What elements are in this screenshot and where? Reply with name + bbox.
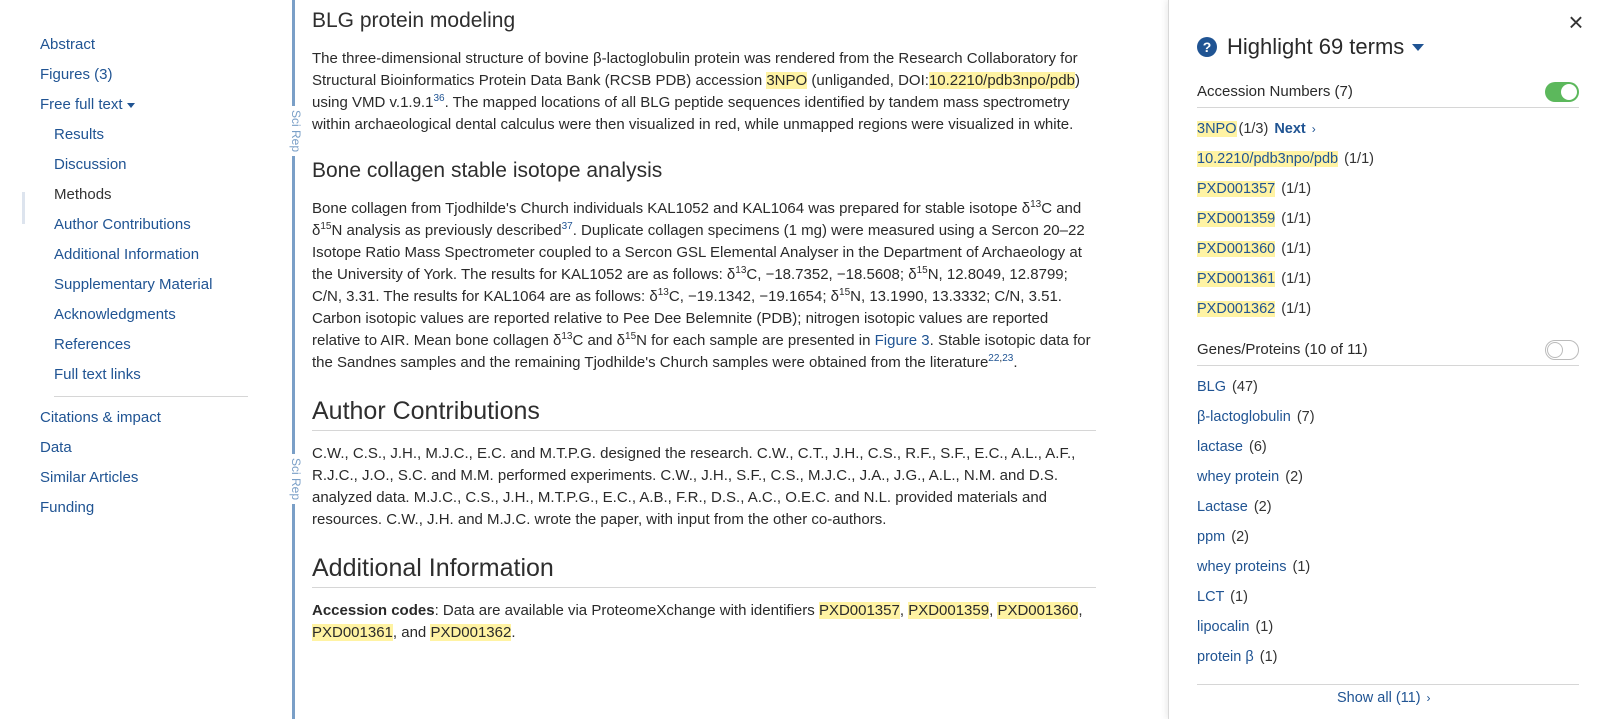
term-item[interactable] xyxy=(1197,234,1579,264)
term-item[interactable] xyxy=(1197,294,1579,324)
term-item[interactable] xyxy=(1197,522,1579,552)
show-all-link[interactable]: Show all (11) › xyxy=(1337,690,1431,706)
term-name[interactable]: BLG xyxy=(1197,379,1227,395)
section-heading-additional-information: Additional Information xyxy=(312,551,1096,588)
accession-toggle[interactable] xyxy=(1545,82,1579,102)
term-name[interactable]: whey proteins xyxy=(1197,559,1287,575)
term-item[interactable] xyxy=(1197,432,1579,462)
term-count: (1/1) xyxy=(1344,151,1374,167)
term-count: (2) xyxy=(1285,469,1303,485)
term-item[interactable] xyxy=(1197,204,1579,234)
section-heading-author-contributions: Author Contributions xyxy=(312,394,1096,431)
chevron-right-icon: › xyxy=(1311,122,1316,136)
highlight-pxd001360: PXD001360 xyxy=(997,602,1079,619)
next-link[interactable]: Next xyxy=(1274,121,1306,137)
panel-header[interactable] xyxy=(1197,32,1424,62)
term-count: (2) xyxy=(1253,499,1272,515)
term-count: (7) xyxy=(1296,409,1315,425)
nav-divider xyxy=(54,396,248,397)
term-name[interactable]: lipocalin xyxy=(1197,619,1250,635)
paragraph-author-contributions: C.W., C.S., J.H., M.J.C., E.C. and M.T.P.G. designed the research. C.W., C.T., J.H., C.S., R.F., S.F., E.C., A.L., A.F., R.J.C., J.O., S.C. and M.M. performed experiments. C.W., J.H., S.F., C.S., M.J.C., J.A., J.G., A.L., N.M. and D.S. analyzed data. M.J.C., C.S., J.H., M.T.P.G., E.C., A.B., F.R., D.S., A.C., O.E.C. and N.L. provided materials and resources. C.W., J.H. and M.J.C. wrote the paper, with input from the other co-authors. xyxy=(312,445,1076,528)
term-name[interactable]: whey protein xyxy=(1197,469,1280,485)
nav-funding[interactable]: Funding xyxy=(40,499,95,516)
term-count: (1/1) xyxy=(1281,301,1312,317)
journal-tag: Sci Rep xyxy=(283,106,303,156)
term-item[interactable] xyxy=(1197,462,1579,492)
caret-down-icon xyxy=(127,103,135,108)
term-item[interactable] xyxy=(1197,642,1579,672)
term-name[interactable]: β-lactoglobulin xyxy=(1197,409,1291,425)
term-name[interactable]: 3NPO xyxy=(1197,121,1237,137)
group-title: Genes/Proteins (10 of 11) xyxy=(1197,341,1368,358)
nav-acknowledgments[interactable]: Acknowledgments xyxy=(54,306,176,323)
group-title: Accession Numbers (7) xyxy=(1197,83,1353,100)
panel-title: Highlight 69 terms xyxy=(1227,34,1405,59)
term-name[interactable]: lactase xyxy=(1197,439,1243,455)
term-count: (1) xyxy=(1255,619,1274,635)
help-icon[interactable]: ? xyxy=(1197,37,1217,57)
term-name[interactable]: Lactase xyxy=(1197,499,1248,515)
highlight-pxd001362: PXD001362 xyxy=(430,624,512,641)
highlight-pxd001361: PXD001361 xyxy=(312,624,393,641)
term-item[interactable] xyxy=(1197,492,1579,522)
term-count: (1/1) xyxy=(1281,211,1312,227)
highlight-doi: 10.2210/pdb3npo/pdb xyxy=(928,72,1075,89)
nav-results[interactable]: Results xyxy=(54,126,105,143)
divider xyxy=(1197,684,1579,685)
close-icon[interactable]: × xyxy=(1568,7,1584,37)
nav-supplementary-material[interactable]: Supplementary Material xyxy=(54,276,213,293)
term-item[interactable] xyxy=(1197,552,1579,582)
paragraph-blg: The three-dimensional structure of bovine β-lactoglobulin protein was rendered from the Research Collaboratory for Structural Bioinformatics Protein Data Bank (RCSB PDB) accession 3NPO (unliganded, DOI:10.2210/pdb3npo/pdb) using VMD v.1.9.1$^{36}$. The mapped locations of all BLG peptide sequences identified by tandem mass spectrometry within archaeological dental calculus were then visualized in red, while unmapped regions were visualized in white. xyxy=(312,50,1080,133)
term-item[interactable] xyxy=(1197,174,1579,204)
highlight-3npo: 3NPO xyxy=(766,72,808,89)
term-count: (1/1) xyxy=(1281,271,1312,287)
ref-23[interactable]: 23 xyxy=(1002,353,1014,364)
term-count: (1) xyxy=(1259,649,1278,665)
term-item[interactable] xyxy=(1197,402,1579,432)
term-count: (6) xyxy=(1248,439,1267,455)
nav-similar-articles[interactable]: Similar Articles xyxy=(40,469,139,486)
term-count: (1) xyxy=(1230,589,1248,605)
term-count: (2) xyxy=(1231,529,1249,545)
term-name[interactable]: LCT xyxy=(1197,589,1225,605)
term-name[interactable]: PXD001362 xyxy=(1197,301,1276,317)
term-item[interactable] xyxy=(1197,264,1579,294)
term-count: (1/1) xyxy=(1281,181,1312,197)
term-name[interactable]: PXD001359 xyxy=(1197,211,1276,227)
term-count: (1) xyxy=(1292,559,1311,575)
caret-down-icon[interactable] xyxy=(1412,44,1424,51)
section-heading-bone-collagen: Bone collagen stable isotope analysis xyxy=(312,159,663,182)
journal-tag: Sci Rep xyxy=(283,454,303,504)
term-item[interactable] xyxy=(1197,612,1579,642)
term-item[interactable] xyxy=(1197,114,1579,144)
paragraph-accession-codes: Accession codes: Data are available via ProteomeXchange with identifiers PXD001357, PXD001359, PXD001360, PXD001361, and PXD001362. xyxy=(312,602,1083,641)
term-name[interactable]: 10.2210/pdb3npo/pdb xyxy=(1197,151,1339,167)
ref-22[interactable]: 22 xyxy=(988,353,1000,364)
nav-full-text-links[interactable]: Full text links xyxy=(54,366,141,383)
genes-proteins-group xyxy=(1197,334,1579,672)
figure-3-link[interactable]: Figure 3 xyxy=(874,332,930,349)
section-heading-blg: BLG protein modeling xyxy=(312,9,516,32)
accession-numbers-group xyxy=(1197,76,1579,324)
term-count: (1/3) xyxy=(1238,121,1269,137)
highlight-pxd001357: PXD001357 xyxy=(818,602,900,619)
nav-abstract[interactable]: Abstract xyxy=(40,36,96,53)
article-body xyxy=(312,6,1096,664)
nav-discussion[interactable]: Discussion xyxy=(54,156,127,173)
highlight-terms-panel xyxy=(1168,0,1600,719)
nav-references[interactable]: References xyxy=(54,336,131,353)
genes-toggle[interactable] xyxy=(1545,340,1579,360)
active-section-marker xyxy=(22,192,25,224)
term-name[interactable]: PXD001361 xyxy=(1197,271,1276,287)
term-name[interactable]: PXD001360 xyxy=(1197,241,1276,257)
term-name[interactable]: PXD001357 xyxy=(1197,181,1276,197)
nav-free-full-text[interactable] xyxy=(40,94,250,124)
term-count: (47) xyxy=(1232,379,1258,395)
nav-author-contributions[interactable]: Author Contributions xyxy=(54,216,191,233)
nav-free-full-text-label: Free full text xyxy=(40,96,123,113)
term-count: (1/1) xyxy=(1281,241,1312,257)
highlight-pxd001359: PXD001359 xyxy=(908,602,990,619)
nav-citations-impact[interactable]: Citations & impact xyxy=(40,409,161,426)
nav-figures[interactable]: Figures (3) xyxy=(40,66,113,83)
nav-data[interactable]: Data xyxy=(40,439,72,456)
ref-37[interactable]: 37 xyxy=(561,221,573,232)
nav-additional-information[interactable]: Additional Information xyxy=(54,246,200,263)
term-item[interactable] xyxy=(1197,582,1579,612)
nav-methods[interactable]: Methods xyxy=(54,186,112,203)
article-outline-nav xyxy=(40,34,250,527)
term-item[interactable] xyxy=(1197,372,1579,402)
chevron-right-icon: › xyxy=(1426,691,1431,705)
term-item[interactable] xyxy=(1197,144,1579,174)
ref-36[interactable]: 36 xyxy=(433,93,445,104)
paragraph-bone-collagen: Bone collagen from Tjodhilde's Church individuals KAL1052 and KAL1064 was prepared for stable isotope $\delta^{13}C$ and $\delta^{15}N$ analysis as previously described$^{37}$. Duplicate collagen specimens (1 mg) were measured using a Sercon 20–22 Isotope Ratio Mass Spectrometer coupled to a Sercon GSL Elemental Analyser in the Department of Archaeology at the University of York. The results for KAL1052 are as follows: $\delta^{13}C$, −18.7352, −18.5608; $\delta^{15}N$, 12.8049, 12.8799; C/N, 3.31. The results for KAL1064 are as follows: $\delta^{13}C$, −19.1342, −19.1654; $\delta^{15}N$, 13.1990, 13.3332; C/N, 3.51. Carbon isotopic values are reported relative to Pee Dee Belemnite (PDB); nitrogen isotopic values are reported relative to AIR. Mean bone collagen $\delta^{13}C$ and $\delta^{15}N$ for each sample are presented in Figure 3. Stable isotopic data for the Sandnes samples and the remaining Tjodhilde's Church samples were obtained from the literature$^{22,23}$. xyxy=(312,199,1091,371)
term-name[interactable]: protein β xyxy=(1197,649,1254,665)
term-name[interactable]: ppm xyxy=(1197,529,1226,545)
